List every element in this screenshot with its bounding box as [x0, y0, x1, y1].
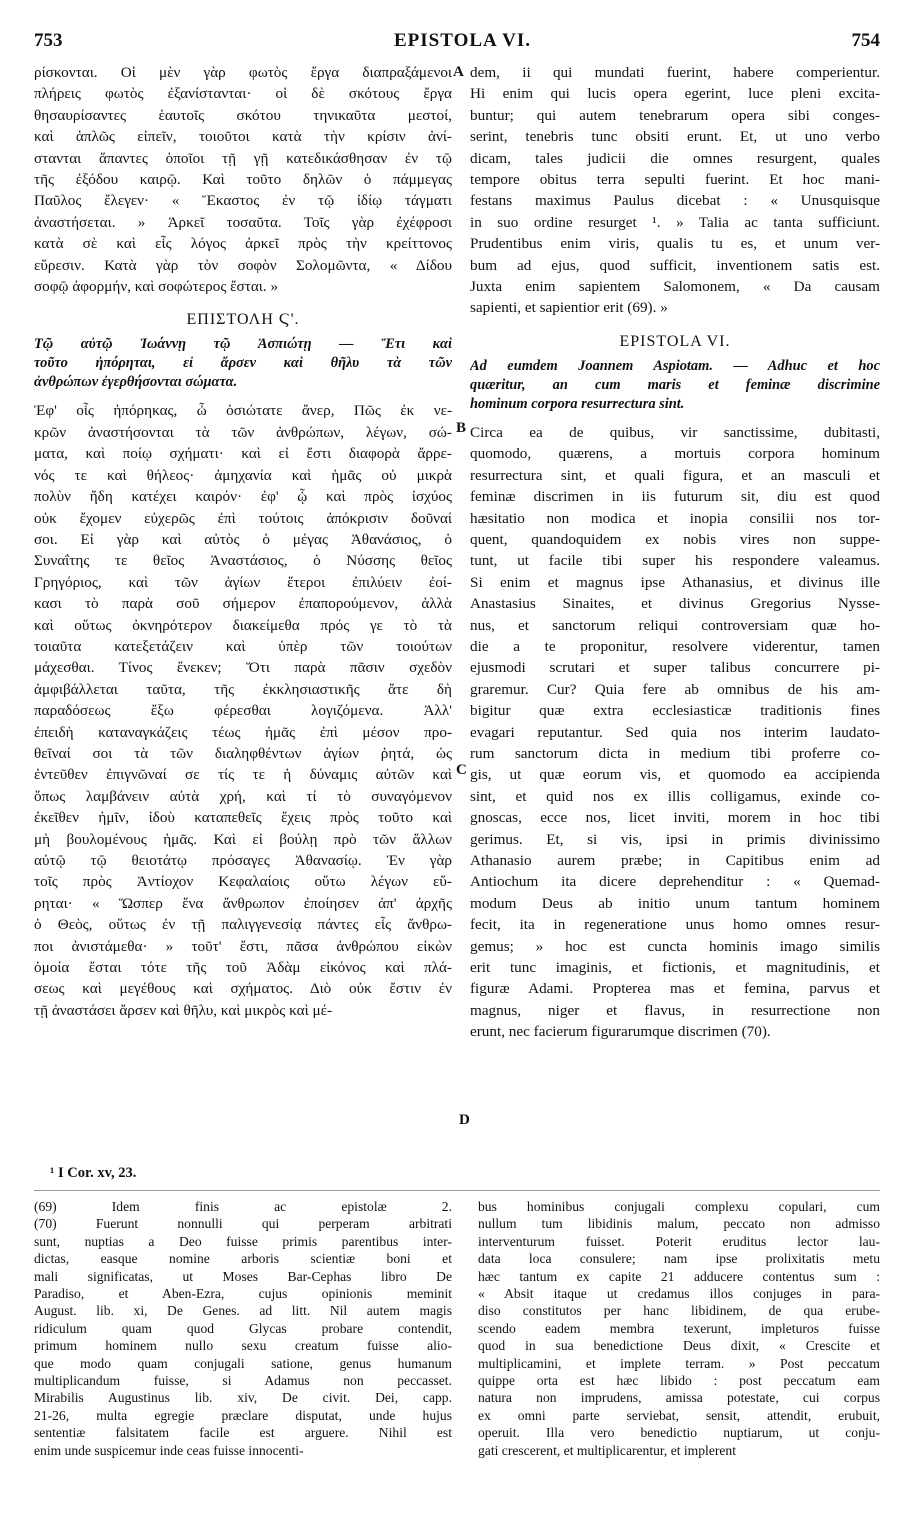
text-line: ejusmodi scrutari et super talibus concurrere pi-: [470, 659, 880, 677]
text-line: Ἐφ' οἷς ἠπόρηκας, ὦ ὁσιώτατε ἄνερ, Πῶς ἐκ νε-: [34, 402, 452, 420]
greek-top-text: [34, 62, 452, 297]
text-line: nus, et sanctorum reliqui controversiam quæ ho-: [470, 616, 880, 634]
text-line: modum Deus ab initio unum tantum hominem: [470, 894, 880, 912]
subtitle-line: ἀνθρώπων ἐγερθήσονται σώματα.: [34, 374, 238, 391]
text-line: sapienti, et sapientior erit (69). »: [470, 299, 668, 317]
footnote-line: mali significatas, ut Moses Bar-Cephas libro De: [34, 1268, 452, 1284]
text-line: buntur; qui autem tenebrarum opera sibi conges-: [470, 106, 880, 124]
text-line: τοῖς πρὸς Ἀντίοχον Κεφαλαίοις οὕτω λέγων εὕ-: [34, 873, 452, 891]
margin-letter-c: C: [456, 762, 467, 778]
text-line: κατὰ σὲ καὶ εἷς λόγος ἀρκεῖ πρὸς τὴν κρείττονος: [34, 235, 452, 253]
text-line: tunt, ut facile tibi super his respondere valeamus.: [470, 552, 880, 570]
footnote-line: Mirabilis Augustinus lib. xiv, De civit. Dei, capp.: [34, 1390, 452, 1406]
text-line: die a te proponitur, resolvere viderentur, tamen: [470, 637, 880, 655]
page-number-right: 754: [851, 30, 880, 51]
page-number-left: 753: [34, 30, 63, 51]
footnote-line: operuit. Illa vero benedictio nuptiarum, ut conju-: [478, 1425, 880, 1441]
text-line: τῆς ἐξόδου καιρῷ. Καὶ τοῦτο δηλῶν ὁ πάμμεγας: [34, 171, 452, 189]
footnote-line: « Absit itaque ut credamus illos conjuges in para-: [478, 1286, 880, 1302]
text-line: erit tunc imaginis, et fictionis, et magnitudinis, et: [470, 959, 880, 977]
footnote-line: Paradiso, et Aben-Ezra, cujus opinionis meminit: [34, 1286, 452, 1302]
text-line: serint, tenebris tunc obsiti erunt. Et, ut uno verbo: [470, 128, 880, 146]
footnote-line: que modo quam conjugali satione, genus humanum: [34, 1355, 452, 1371]
text-line: Prudentibus enim viris, qualis tu es, et unum ver-: [470, 235, 880, 253]
text-line: erunt, nec facierum figurarumque discrimen (70).: [470, 1023, 771, 1041]
text-line: Γρηγόριος, καὶ τῶν ἁγίων ἕτεροι ἐπιλύειν ἐοί-: [34, 573, 452, 591]
greek-body-text: [34, 400, 452, 1021]
footnote-divider: [34, 1190, 880, 1191]
footnote-line: multiplicamini, et implete terram. » Post peccatum: [478, 1355, 880, 1371]
greek-column: [34, 62, 452, 1021]
latin-subtitle: [470, 357, 880, 414]
text-line: εὕρεσιν. Κατὰ γὰρ τὸν σοφὸν Σολομῶντα, « Δίδου: [34, 256, 452, 274]
text-line: fecit, ita in regeneratione unus homo omnes resur-: [470, 916, 880, 934]
text-line: θησαυρίσαντες ἑαυτοῖς σκότου τηνικαῦτα μεστοί,: [34, 106, 452, 124]
footnote-line: quod in sua benedictione Deus dixit, « Crescite et: [478, 1338, 880, 1354]
footnote-line: bus hominibus conjugali complexu copulari, cum: [478, 1199, 880, 1214]
text-line: τοιαῦτα κατεξετάζειν καὶ ὑπὲρ τῶν τοιούτων: [34, 637, 452, 655]
footnote-line: dictas, easque nomine arboris scientiæ boni et: [34, 1251, 452, 1267]
text-line: ἐντεῦθεν ἐπιγνῶναί σε τίς τε ἡ δύναμις αὐτῶν καὶ: [34, 766, 452, 784]
text-line: figuræ Adami. Propterea mas et femina, parvus et: [470, 980, 880, 998]
subtitle-line: quæritur, an cum maris et feminæ discrimine: [470, 376, 880, 393]
text-line: ὁμοία ἔσται τότε τῆς τοῦ Ἀδὰμ εἰκόνος καὶ πλά-: [34, 959, 452, 977]
text-line: κρῶν ἀναστήσονται τὰ τῶν ἀνθρώπων, λέγων, σώ-: [34, 423, 452, 441]
text-line: in suo ordine resurget ¹. » Talia ac tanta sufficiunt.: [470, 213, 880, 231]
footnote-line: scendo eadem membra texerunt, impleturos fuisse: [478, 1320, 880, 1336]
text-line: Circa ea de quibus, vir sanctissime, dubitasti,: [470, 423, 880, 441]
text-line: tempore obitus terra sepulti fuerint. Et hoc mani-: [470, 171, 880, 189]
text-line: καὶ οὕτως ὀκνηρότερον διακείμεθα πρός γε τὸ τὰ: [34, 616, 452, 634]
text-line: festans maximus Paulus dicebat : « Unusquisque: [470, 192, 880, 210]
text-line: hæsitatio non modica et inopia consilii nos tor-: [470, 509, 880, 527]
text-line: ὁ Θεὸς, οὕτως ἐν τῇ παλιγγενεσίᾳ πάντες εἷς ἄνθρω-: [34, 916, 452, 934]
margin-letter-a: A: [453, 64, 464, 80]
text-line: Antiochum ita dicere deprehenditur : « Quemad-: [470, 873, 880, 891]
text-line: πολὺν ἤδη κατέχει καιρόν· ἐφ' ᾧ καὶ πρὸς ἰσχύος: [34, 488, 452, 506]
text-line: Si enim et magnus ipse Athanasius, et divinus ille: [470, 573, 880, 591]
text-line: ρίσκονται. Οἱ μὲν γὰρ φωτὸς ἔργα διαπραξάμενοι: [34, 64, 452, 81]
text-line: πλήρεις φωτὸς ἐξανίστανται· οἱ δὲ σκότους ἔργα: [34, 85, 452, 103]
subtitle-line: τοῦτο ἠπόρηται, εἰ ἄρσεν καὶ θῆλυ τὰ τῶν: [34, 355, 452, 372]
text-line: Hi enim qui lucis opera egerint, luce pleni excita-: [470, 85, 880, 103]
text-line: κασι τὸ παρὰ σοῦ σήμερον ἐπαπορούμενον, ἀλλὰ: [34, 595, 452, 613]
footnote-line: (70) Fuerunt nonnulli qui perperam arbitrati: [34, 1216, 452, 1232]
text-line: στανται ἅπαντες ὁποῖοι τῇ γῇ κατεδικάσθησαν ἐν τῷ: [34, 149, 452, 167]
text-line: bigitur quæ extra ecclesiasticæ traditionis fines: [470, 702, 880, 720]
subtitle-line: hominum corpora resurrectura sint.: [470, 395, 685, 412]
text-line: σοι. Εἰ γὰρ καὶ αὐτὸς ὁ μέγας Ἀθανάσιος, ὁ: [34, 530, 452, 548]
latin-epistle-title: EPISTOLA VI.: [619, 332, 731, 350]
text-line: μάχεσθαι. Τίνος ἕνεκεν; Ὅτι παρὰ πᾶσιν σχεδὸν: [34, 659, 452, 677]
text-line: ὅπως λαμβάνειν αὐτὰ χρή, καὶ τί τὸ συναγόμενον: [34, 787, 452, 805]
text-line: resurrectura sint, et quali figura, et an masculi et: [470, 466, 880, 484]
text-line: καὶ ἁπλῶς εἰπεῖν, τοιοῦτοι κατὰ τὴν κρίσιν ἀνί-: [34, 128, 452, 146]
text-line: Συναΐτης τε θεῖος Ἀναστάσιος, ὁ Νύσσης θεῖος: [34, 552, 452, 570]
text-line: gemus; » hoc est cuncta hominis imago similis: [470, 937, 880, 955]
text-line: feminæ discrimen in iis futurum sit, diu est quod: [470, 488, 880, 506]
margin-letter-d: D: [459, 1112, 470, 1128]
text-line: Παῦλος ἔλεγεν· « Ἕκαστος ἐν τῷ ἰδίῳ τάγματι: [34, 192, 452, 210]
text-line: graremur. Cur? Quia fere ab omnibus de his am-: [470, 680, 880, 698]
greek-epistle-title: ΕΠΙΣΤΟΛΗ Ϛ'.: [186, 311, 300, 329]
footnote-line: sententiæ falsitatem facile est arguere. Nihil est: [34, 1425, 452, 1441]
scripture-reference-note: ¹ I Cor. xv, 23.: [50, 1165, 137, 1181]
text-line: σεως καὶ μεγέθους καὶ σχήματος. Διὸ οὐκ ἔστιν ἐν: [34, 980, 452, 998]
footnote-line: multiplicandum fuisse, si Adamus non peccasset.: [34, 1373, 452, 1389]
text-line: ποι ἀνιστάμεθα· » τοῦτ' ἔστι, πᾶσα ἀνθρώπου εἰκὼν: [34, 937, 452, 955]
footnote-line: August. lib. xi, De Genes. ad litt. Nil autem magis: [34, 1303, 452, 1319]
text-line: magnus, niger et flavus, in resurrectione non: [470, 1001, 880, 1019]
text-line: ἀναστήσεται. » Ἀρκεῖ τοσαῦτα. Τοῖς γὰρ ἐχέφροσι: [34, 213, 452, 231]
footnotes-left: [34, 1198, 452, 1459]
text-line: sint, et quid nos ex illis colligamus, exinde co-: [470, 787, 880, 805]
footnote-line: enim unde suspicemur inde ceas fuisse innocenti-: [34, 1442, 304, 1458]
footnote-line: 21-26, multa egregie præclare disputat, unde hujus: [34, 1407, 452, 1423]
footnote-line: primum hominem nullo sexu creatum fuisse alio-: [34, 1338, 452, 1354]
footnote-line: nullum tum libidinis malum, peccato non admisso: [478, 1216, 880, 1232]
text-line: θεῖναί σοι τὰ τῶν διαληφθέντων ἁγίων ῥητά, ὡς: [34, 744, 452, 762]
latin-body-text: [470, 422, 880, 1043]
text-line: dem, ii qui mundati fuerint, habere comperientur.: [470, 64, 880, 81]
text-line: σοφῷ ἀφορμήν, καὶ σοφώτερος ἔσται. »: [34, 278, 279, 296]
subtitle-line: Τῷ αὐτῷ Ἰωάννῃ τῷ Ἀσπιώτῃ — Ἔτι καὶ: [34, 336, 452, 353]
text-line: παραδόσεως ἔξω φέρεσθαι λογιζόμενα. Ἀλλ': [34, 702, 452, 720]
footnote-line: ridiculum quam quod Glycas probare contendit,: [34, 1320, 452, 1336]
text-line: ματα, καὶ ποίῳ σχήματι· καὶ εἰ ἔστι διαφορὰ ἄρρε-: [34, 445, 452, 463]
text-line: τῇ ἀναστάσει ἄρσεν καὶ θῆλυ, καὶ μικρὸς καὶ μέ-: [34, 1001, 333, 1019]
footnote-line: ex omni parte serviebat, sensit, attendit, erubuit,: [478, 1407, 880, 1423]
text-line: αὐτῷ τῷ θειοτάτῳ πρόσαγες Ἀθανασίῳ. Ἐν γὰρ: [34, 852, 452, 869]
footnote-line: sunt, nuptias a Deo fuisse primis parentibus inter-: [34, 1233, 452, 1249]
page-header: [34, 30, 880, 56]
text-line: quent, quandoquidem ex nobis vires non suppe-: [470, 530, 880, 548]
text-line: gerimus. Et, si vis, ipsi in primis divinissimo: [470, 830, 880, 848]
text-line: ἐκεῖθεν ἡμῖν, ἰδοὺ καταπεθεῖς ἔχεις πρὸς τοῦτο καὶ: [34, 809, 452, 827]
footnote-line: hæc tantum ex capite 21 adducere contentus sum :: [478, 1268, 880, 1284]
text-line: gnoscas, ecce nos, licet inviti, morem in hoc tibi: [470, 809, 880, 827]
text-line: Anastasius Sinaites, et divinus Gregorius Nysse-: [470, 595, 880, 613]
footnote-line: interventurum fuisset. Poterit eruditus lector lau-: [478, 1233, 880, 1249]
text-line: Athanasio aurem præbe; in Capitibus enim ad: [470, 852, 880, 869]
text-line: ἐπειδὴ καταναγκάζεις τέως ἡμᾶς ἐπὶ μέσον προ-: [34, 723, 452, 741]
text-line: dicam, tales judicii die omnes resurgent, quales: [470, 149, 880, 167]
text-line: οὐκ ἔχομεν εὐχερῶς ἐπὶ τούτοις ἀπόκρισιν δοῦναί: [34, 509, 452, 527]
greek-subtitle: [34, 335, 452, 392]
text-line: μὴ βουλομένους ἡμᾶς. Καὶ εἰ βούλῃ πρὸ τῶν ἄλλων: [34, 830, 452, 848]
text-line: bum ad ejus, quod sufficit, inventionem satis est.: [470, 256, 880, 274]
text-line: evagari reputantur. Sed quia nos interim laudato-: [470, 723, 880, 741]
margin-letter-b: B: [456, 420, 467, 436]
text-line: ρηται· « Ὥσπερ ἕνα ἄνθρωπον ἐποίησεν ἀπ' ἀρχῆς: [34, 894, 452, 912]
running-title: EPISTOLA VI.: [394, 30, 531, 51]
latin-column: [470, 62, 880, 1043]
latin-top-text: [470, 62, 880, 319]
footnote-line: diso constitutos per hanc libidinem, de qua erube-: [478, 1303, 880, 1319]
footnotes-right: [478, 1198, 880, 1459]
text-line: ἀμφιβάλλεται ταῦτα, τῆς ἐκκλησιαστικῆς ἅτε δὴ: [34, 680, 452, 698]
footnote-line: natura non imprudens, amissa potestate, cui corpus: [478, 1390, 880, 1406]
text-line: quomodo, quærens, a mortuis corpora hominum: [470, 445, 880, 463]
footnote-line: (69) Idem finis ac epistolæ 2.: [34, 1199, 452, 1214]
footnote-line: quippe orta est hæc libido : post peccatum eam: [478, 1373, 880, 1389]
footnote-line: data loca consulere; nam ipse prolixitatis metu: [478, 1251, 880, 1267]
text-line: Juxta enim sapientem Salomonem, « Da causam: [470, 278, 880, 296]
subtitle-line: Ad eumdem Joannem Aspiotam. — Adhuc et hoc: [470, 357, 880, 374]
footnote-line: gati crescerent, et multiplicarentur, et implerent: [478, 1442, 737, 1458]
text-line: gis, ut quæ eorum vis, et quomodo ea accipienda: [470, 766, 880, 784]
text-line: rum sanctorum dicta in medium tibi proferre co-: [470, 744, 880, 762]
text-line: νός τε καὶ θήλεος· ἀμηχανία καὶ ἡμᾶς οὐ μικρὰ: [34, 466, 452, 484]
